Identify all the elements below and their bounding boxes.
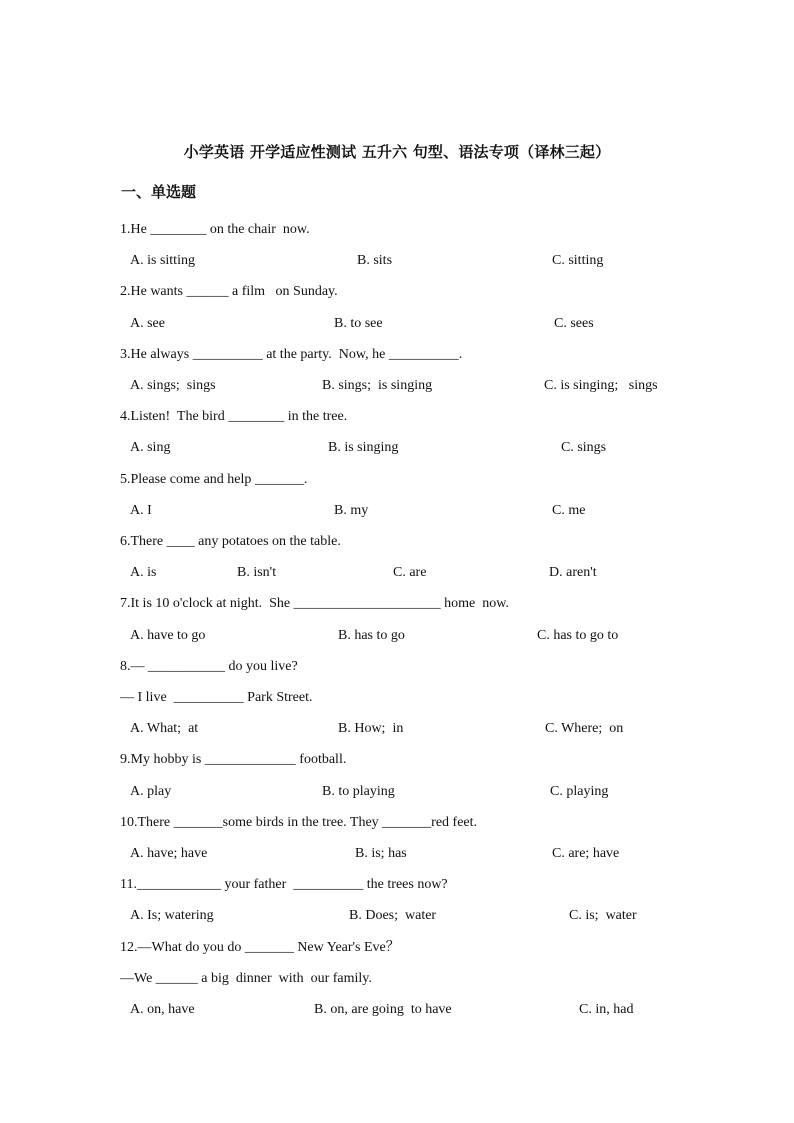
option: A. is (130, 565, 157, 580)
question-stem: 1.He ________ on the chair now. (120, 222, 310, 237)
option: C. is singing; sings (544, 378, 658, 393)
option: B. sits (357, 253, 393, 268)
option: C. me (552, 503, 586, 518)
option: A. sings; sings (130, 378, 216, 393)
option: C. playing (550, 784, 609, 799)
option: C. sees (554, 316, 594, 331)
option: B. on, are going to have (314, 1002, 452, 1017)
option: C. is; water (569, 908, 637, 923)
option: C. in, had (579, 1002, 634, 1017)
option: C. sings (561, 440, 607, 455)
option: A. is sitting (130, 253, 195, 268)
option: A. play (130, 784, 172, 799)
question-stem: 10.There _______some birds in the tree. They _______red feet. (120, 815, 478, 830)
question-stem: 7.It is 10 o'clock at night. She _____________________ home now. (120, 596, 509, 611)
question-stem: 5.Please come and help _______. (120, 472, 308, 487)
option: B. has to go (338, 628, 405, 643)
question-stem-line2: — I live __________ Park Street. (120, 690, 313, 705)
option: A. see (130, 316, 165, 331)
option: A. Is; watering (130, 908, 214, 923)
question-stem: 12.—What do you do _______ New Year's Eve？ (120, 940, 400, 955)
page-title: 小学英语 开学适应性测试 五升六 句型、语法专项（译林三起） (183, 143, 611, 161)
question-stem: 2.He wants ______ a film on Sunday. (120, 284, 338, 299)
option: B. Does; water (349, 908, 437, 923)
option: B. isn't (237, 565, 277, 580)
option: C. Where; on (545, 721, 624, 736)
section-title: 一、单选题 (121, 183, 197, 201)
question-stem: 4.Listen! The bird ________ in the tree. (120, 409, 348, 424)
option: A. have; have (130, 846, 208, 861)
option: B. my (334, 503, 369, 518)
question-stem: 9.My hobby is _____________ football. (120, 752, 347, 767)
option: A. I (130, 503, 152, 518)
question-stem: 8.— ___________ do you live? (120, 659, 298, 674)
option: C. has to go to (537, 628, 619, 643)
option: B. is singing (328, 440, 399, 455)
option: B. is; has (355, 846, 407, 861)
option: B. to playing (322, 784, 395, 799)
option: A. What; at (130, 721, 199, 736)
option: B. How; in (338, 721, 404, 736)
option: C. are; have (552, 846, 620, 861)
question-stem-line2: —We ______ a big dinner with our family. (120, 971, 372, 986)
question-stem: 11.____________ your father __________ the trees now? (120, 877, 448, 892)
option: C. are (393, 565, 427, 580)
option: C. sitting (552, 253, 604, 268)
question-stem: 6.There ____ any potatoes on the table. (120, 534, 341, 549)
option: B. sings; is singing (322, 378, 433, 393)
option: A. on, have (130, 1002, 195, 1017)
option: B. to see (334, 316, 383, 331)
option: A. have to go (130, 628, 206, 643)
option: D. aren't (549, 565, 597, 580)
option: A. sing (130, 440, 171, 455)
question-stem: 3.He always __________ at the party. Now, he __________. (120, 347, 463, 362)
